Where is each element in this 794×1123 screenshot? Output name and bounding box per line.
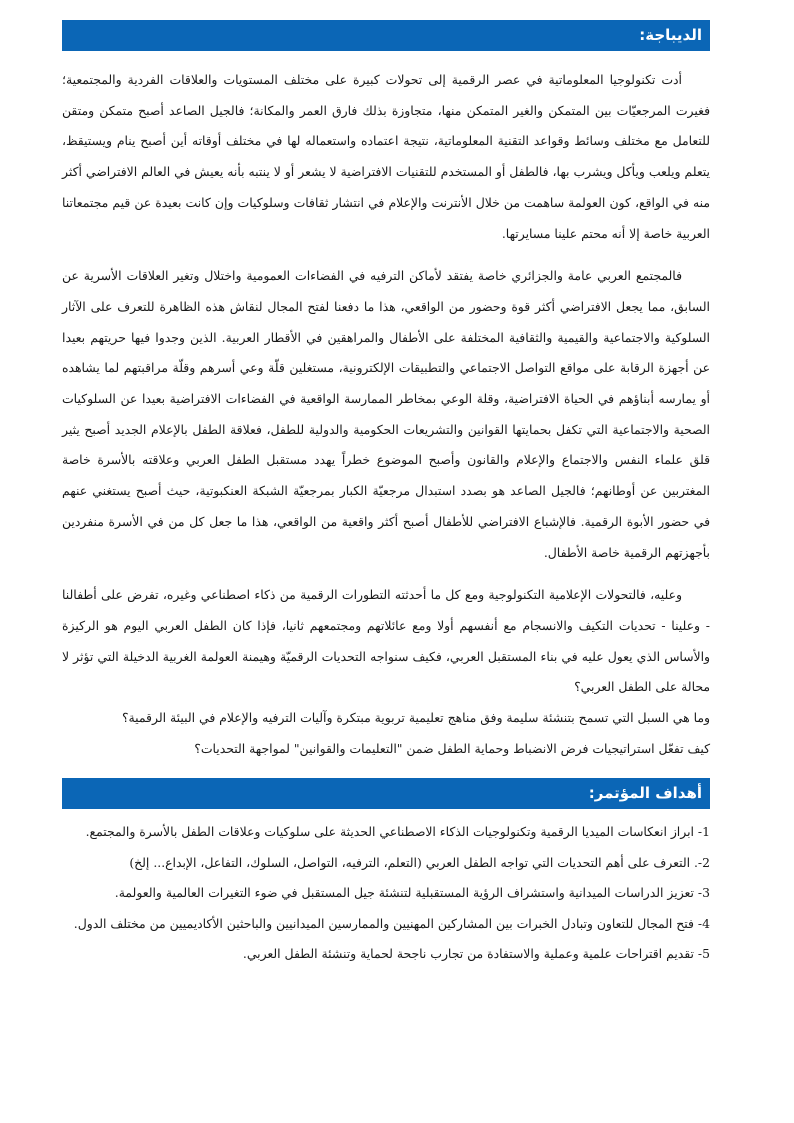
preamble-title: الديباجة: xyxy=(639,26,702,44)
preamble-paragraph-1: أدت تكنولوجيا المعلوماتية في عصر الرقمية إلى تحولات كبيرة على مختلف المستويات والعلاقات الفردية والمجتمعية؛ فغيرت المرجعيّات بين المتمكن والغير المتمكن منها، متجاوزة بذلك فارق العمر والمكانة؛ فالجيل الصاعد أصبح متمكن ومتقن للتعامل مع مختلف وسائط وقواعد التقنية المعلوماتية، نتيجة اعتماده واستعماله لها في مختلف أوقاته أين أصبح ينام ويستيقظ، يتعلم ويلعب ويأكل ويشرب بها، فالطفل أو المستخدم للتقنيات الافتراضية لا يشعر أو لا ينتبه بأنه يعيش في العالم الافتراضي أكثر منه في الواقع، كون العولمة ساهمت من خلال الأنترنت والإعلام في انتشار ثقافات وسلوكيات وإن كانت بعيدة عن قيم مجتمعاتنا العربية خاصة إلا أنه محتم علينا مسايرتها. xyxy=(62,72,710,241)
goal-item-2: 2-. التعرف على أهم التحديات التي تواجه الطفل العربي (التعلم، الترفيه، التواصل، السلوك، التفاعل، الإبداع... إلخ) xyxy=(129,854,710,870)
document-page xyxy=(62,20,710,970)
preamble-question-2: كيف تفعّل استراتيجيات فرض الانضباط وحماية الطفل ضمن "التعليمات والقوانين" لمواجهة التحديات؟ xyxy=(194,740,710,756)
goals-header xyxy=(62,778,710,809)
goals-title: أهداف المؤتمر: xyxy=(588,784,702,803)
preamble-paragraph-2: فالمجتمع العربي عامة والجزائري خاصة يفتقد لأماكن الترفيه في الفضاءات العمومية واختلال وتغير العلاقات الأسرية عن السابق، مما يجعل الافتراضي أكثر قوة وحضور من الواقعي، هذا ما دفعنا لفتح المجال لنقاش هذه الظاهرة للتعرف على الآثار السلوكية والاجتماعية والقيمية والثقافية المختلفة على الأطفال والمراهقين في الأقطار العربية. الذين وجدوا فيها حريتهم بعيدا عن أجهزة الرقابة على مواقع التواصل الاجتماعي والتطبيقات الإلكترونية، مستغلين قلّة وعي أسرهم وقلّة مراقبتهم لما يشاهده أو يمارسه أبناؤهم في الحياة الافتراضية، وقلة الوعي بمخاطر الممارسة الواقعية في الفضاءات الافتراضية بعيدا عن السلوكيات الصحية والاجتماعية التي تكفل بحمايتها القوانين والتشريعات الحكومية والدولية للطفل، فعلاقة الطفل بالإعلام الجديد أصبح يثير قلق علماء النفس والاجتماع والإعلام والقانون وأصبح الموضوع خطراً يهدد مستقبل الطفل العربي وعلاقته بالأسرة خاصة المغتربين عن أوطانهم؛ فالجيل الصاعد هو بصدد استبدال مرجعيّة الكبار بمرجعيّة الشبكة العنكبوتية، حيث أصبح يستغني عنهم في حضور الأبوة الرقمية. فالإشباع الافتراضي للأطفال أصبح أكثر واقعية من الواقعي، هذا ما جعل كل من في الأسرة منفردين بأجهزتهم الرقمية خاصة الأطفال. xyxy=(62,268,710,560)
preamble-paragraph-3: وعليه، فالتحولات الإعلامية التكنولوجية ومع كل ما أحدثته التطورات الرقمية من ذكاء اصطناعي وغيره، تفرض على أطفالنا - وعلينا - تحديات التكيف والانسجام مع أنفسهم أولا ومع عائلاتهم ومجتمعهم ثانيا، فإذا كان الطفل العربي اليوم هو الركيزة والأساس الذي يعول عليه في بناء المستقبل العربي، فكيف سنواجه التحديات الرقميّة وهيمنة العولمة الغربية الدخيلة التي تؤثر لا محالة على الطفل العربي؟ xyxy=(62,587,710,695)
preamble-question-1: وما هي السبل التي تسمح بتنشئة سليمة وفق مناهج تعليمية تربوية مبتكرة وآليات الترفيه والإعلام في البيئة الرقمية؟ xyxy=(121,710,710,726)
preamble-header xyxy=(62,20,710,51)
goals-list xyxy=(62,817,710,970)
goal-item-3: 3- تعزيز الدراسات الميدانية واستشراف الرؤية المستقبلية لتنشئة جيل المستقبل في ضوء التغيرات العالمية والعولمة. xyxy=(114,885,710,901)
goal-item-4: 4- فتح المجال للتعاون وتبادل الخبرات بين المشاركين المهنيين والممارسين الميدانيين والباحثين الأكاديميين من مختلف الدول. xyxy=(73,915,710,931)
goal-item-1: 1- ابراز انعكاسات الميديا الرقمية وتكنولوجيات الذكاء الاصطناعي الحديثة على سلوكيات وعلاقات الطفل بالأسرة والمجتمع. xyxy=(85,824,710,840)
goal-item-5: 5- تقديم اقتراحات علمية وعملية والاستفادة من تجارب ناجحة لحماية وتنشئة الطفل العربي. xyxy=(242,946,710,962)
